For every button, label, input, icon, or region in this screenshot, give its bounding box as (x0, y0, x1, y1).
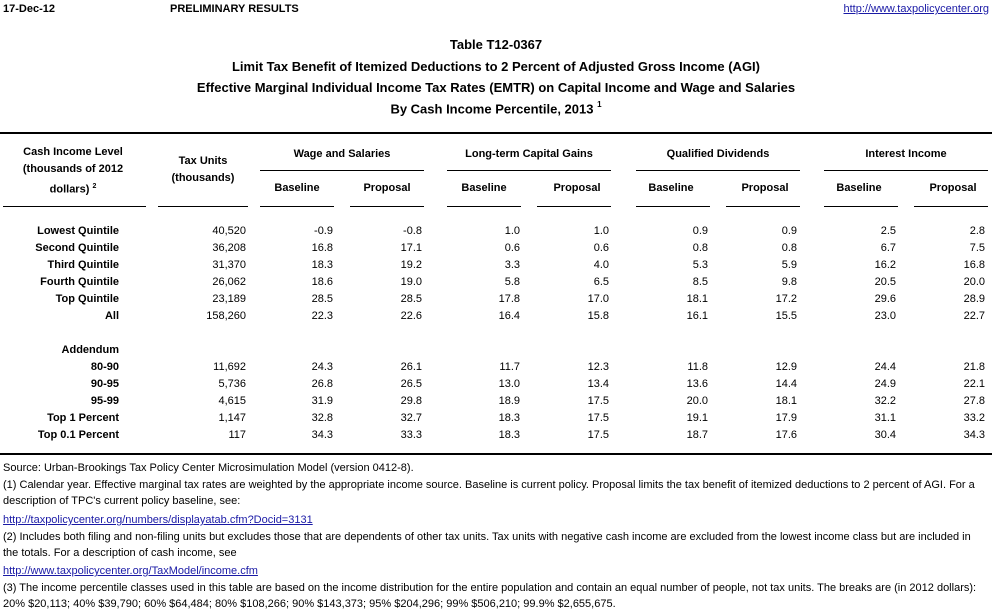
row-label: All (104, 310, 119, 322)
rate-cell: 29.6 (874, 293, 896, 305)
header-rule (537, 206, 611, 207)
rate-cell: 15.8 (587, 310, 609, 322)
rate-cell: 16.1 (686, 310, 708, 322)
rate-cell: 22.3 (311, 310, 333, 322)
rate-cell: 28.5 (400, 293, 422, 305)
rate-cell: 16.2 (874, 259, 896, 271)
rate-cell: 6.7 (880, 242, 896, 254)
tax-units-cell: 40,520 (212, 225, 246, 237)
subheader-baseline: Baseline (648, 182, 694, 194)
header-rule (726, 206, 800, 207)
rate-cell: 17.2 (775, 293, 797, 305)
rate-cell: 24.3 (311, 361, 333, 373)
table-subtitle: Effective Marginal Individual Income Tax Rates (EMTR) on Capital Income and Wage and Salaries (196, 80, 796, 95)
rate-cell: 33.2 (963, 412, 985, 424)
rate-cell: 11.8 (687, 361, 708, 373)
income-level-footnote-ref: 2 (92, 183, 97, 190)
row-label: 90-95 (90, 378, 119, 390)
group-header-wages: Wage and Salaries (293, 148, 391, 160)
rate-cell: 17.9 (775, 412, 797, 424)
rate-cell: 18.3 (498, 412, 520, 424)
header-link[interactable]: http://www.taxpolicycenter.org (843, 3, 989, 15)
rate-cell: -0.9 (314, 225, 333, 237)
source-note: Source: Urban-Brookings Tax Policy Center Microsimulation Model (version 0412-8). (3, 462, 414, 474)
row-label: 95-99 (90, 395, 119, 407)
footnote-1: (1) Calendar year. Effective marginal tax rates are weighted by the appropriate income source. Baseline is current policy. Proposal limits the tax benefit of itemized deductions to 2 percent of AGI. For a description of TPC's current policy baseline, see: (3, 479, 975, 507)
tax-units-header (158, 153, 248, 187)
report-date: 17-Dec-12 (3, 3, 55, 15)
rate-cell: 0.9 (781, 225, 797, 237)
status-label: PRELIMINARY RESULTS (170, 3, 299, 15)
rate-cell: 22.6 (400, 310, 422, 322)
rate-cell: 32.2 (874, 395, 896, 407)
rate-cell: 16.8 (963, 259, 985, 271)
subheader-baseline: Baseline (461, 182, 507, 194)
rate-cell: 13.4 (587, 378, 609, 390)
rate-cell: 31.9 (311, 395, 333, 407)
tax-units-cell: 23,189 (212, 293, 246, 305)
rate-cell: 17.8 (498, 293, 520, 305)
rate-cell: 28.5 (311, 293, 333, 305)
rate-cell: 17.6 (775, 429, 797, 441)
group-rule-dividends (636, 170, 800, 171)
header-rule (636, 206, 710, 207)
rate-cell: 29.8 (400, 395, 422, 407)
rate-cell: 15.5 (775, 310, 797, 322)
income-level-header-l3 (0, 178, 146, 199)
tax-units-header-l1: Tax Units (178, 155, 228, 167)
rate-cell: 2.8 (969, 225, 985, 237)
rate-cell: 33.3 (400, 429, 422, 441)
rate-cell: 0.6 (593, 242, 609, 254)
group-rule-interest (824, 170, 988, 171)
rate-cell: 0.6 (504, 242, 520, 254)
footnote-1-link[interactable]: http://taxpolicycenter.org/numbers/displayatab.cfm?Docid=3131 (3, 514, 313, 526)
tax-units-cell: 11,692 (213, 361, 246, 373)
subheader-baseline: Baseline (836, 182, 882, 194)
rate-cell: 24.4 (874, 361, 896, 373)
tax-units-header-l2: (thousands) (171, 172, 235, 184)
subheader-proposal: Proposal (553, 182, 601, 194)
subheader-baseline: Baseline (274, 182, 320, 194)
group-rule-capital-gains (447, 170, 611, 171)
rate-cell: 20.5 (874, 276, 896, 288)
tax-units-cell: 26,062 (212, 276, 246, 288)
income-level-header (0, 144, 146, 199)
top-rule (0, 132, 992, 134)
rate-cell: 19.0 (400, 276, 422, 288)
rate-cell: 20.0 (963, 276, 985, 288)
header-rule-income (3, 206, 146, 207)
subheader-proposal: Proposal (363, 182, 411, 194)
rate-cell: 31.1 (874, 412, 896, 424)
rate-cell: 0.9 (692, 225, 708, 237)
rate-cell: 8.5 (692, 276, 708, 288)
row-label: Lowest Quintile (37, 225, 119, 237)
tax-units-cell: 1,147 (218, 412, 246, 424)
tax-units-cell: 36,208 (212, 242, 246, 254)
row-label: Third Quintile (47, 259, 119, 271)
rate-cell: 26.8 (311, 378, 333, 390)
rate-cell: 2.5 (880, 225, 896, 237)
tax-units-cell: 5,736 (218, 378, 246, 390)
rate-cell: 28.9 (963, 293, 985, 305)
rate-cell: 16.4 (498, 310, 520, 322)
rate-cell: 26.1 (400, 361, 422, 373)
rate-cell: 7.5 (969, 242, 985, 254)
table-title: Limit Tax Benefit of Itemized Deductions to 2 Percent of Adjusted Gross Income (AGI) (231, 59, 760, 74)
rate-cell: 12.9 (775, 361, 797, 373)
rate-cell: 13.0 (498, 378, 520, 390)
header-rule (350, 206, 424, 207)
header-rule (447, 206, 521, 207)
rate-cell: 27.8 (963, 395, 985, 407)
group-rule-wages (260, 170, 424, 171)
rate-cell: 5.8 (504, 276, 520, 288)
tax-units-cell: 31,370 (212, 259, 246, 271)
group-header-dividends: Qualified Dividends (666, 148, 770, 160)
addendum-label: Addendum (61, 344, 119, 356)
rate-cell: 17.5 (587, 395, 609, 407)
footnote-2-link[interactable]: http://www.taxpolicycenter.org/TaxModel/income.cfm (3, 565, 258, 577)
rate-cell: 0.8 (781, 242, 797, 254)
rate-cell: 0.8 (692, 242, 708, 254)
rate-cell: 17.1 (400, 242, 422, 254)
income-level-header-l1: Cash Income Level (23, 146, 123, 158)
rate-cell: 18.7 (686, 429, 708, 441)
table-id: Table T12-0367 (449, 37, 543, 52)
subheader-proposal: Proposal (741, 182, 789, 194)
footnote-3: (3) The income percentile classes used in this table are based on the income distribution for the entire population and contain an equal number of people, not tax units. The breaks are (in 2012 dollars): 20% $20,113; 40% $39,790; 60% $64,484; 80% $108,266; 90% $143,373; 95% $204,296; 99% $506,210; 99.9% $2,655,675. (3, 582, 977, 610)
bottom-rule (0, 453, 992, 455)
income-level-header-l3-text: dollars) (49, 183, 90, 196)
rate-cell: 13.6 (686, 378, 708, 390)
rate-cell: 21.8 (963, 361, 985, 373)
rate-cell: 34.3 (963, 429, 985, 441)
rate-cell: 18.3 (498, 429, 520, 441)
rate-cell: 18.9 (498, 395, 520, 407)
header-rule (914, 206, 988, 207)
group-header-interest: Interest Income (865, 148, 947, 160)
rate-cell: 14.4 (775, 378, 797, 390)
rate-cell: 17.5 (587, 429, 609, 441)
rate-cell: 17.0 (587, 293, 609, 305)
rate-cell: 32.7 (400, 412, 422, 424)
subheader-proposal: Proposal (929, 182, 977, 194)
rate-cell: 23.0 (874, 310, 896, 322)
header-rule-units (158, 206, 248, 207)
rate-cell: 9.8 (781, 276, 797, 288)
rate-cell: 34.3 (311, 429, 333, 441)
rate-cell: 18.1 (775, 395, 797, 407)
rate-cell: 30.4 (874, 429, 896, 441)
rate-cell: 22.7 (963, 310, 985, 322)
rate-cell: 12.3 (587, 361, 609, 373)
row-label: Top Quintile (55, 293, 119, 305)
rate-cell: 22.1 (963, 378, 985, 390)
table-caption (0, 101, 992, 116)
rate-cell: 32.8 (311, 412, 333, 424)
footnote-2: (2) Includes both filing and non-filing units but excludes those that are dependents of other tax units. Tax units with negative cash income are excluded from the lowest income class but are included in the totals. For a description of cash income, see (3, 531, 971, 559)
row-label: Second Quintile (35, 242, 119, 254)
rate-cell: 5.9 (781, 259, 797, 271)
rate-cell: 20.0 (686, 395, 708, 407)
income-level-header-l2: (thousands of 2012 (22, 163, 124, 175)
rate-cell: 18.6 (311, 276, 333, 288)
rate-cell: 18.3 (311, 259, 333, 271)
rate-cell: 1.0 (504, 225, 520, 237)
rate-cell: 17.5 (587, 412, 609, 424)
tax-units-cell: 117 (228, 429, 246, 441)
row-label: 80-90 (90, 361, 119, 373)
table-caption-text: By Cash Income Percentile, 2013 (390, 101, 594, 117)
caption-footnote-ref: 1 (597, 100, 602, 109)
rate-cell: 5.3 (692, 259, 708, 271)
rate-cell: 6.5 (593, 276, 609, 288)
rate-cell: 1.0 (593, 225, 609, 237)
row-label: Fourth Quintile (40, 276, 119, 288)
row-label: Top 1 Percent (47, 412, 119, 424)
row-label: Top 0.1 Percent (37, 429, 119, 441)
rate-cell: 4.0 (593, 259, 609, 271)
header-rule (824, 206, 898, 207)
rate-cell: 19.1 (686, 412, 708, 424)
rate-cell: 11.7 (499, 361, 520, 373)
rate-cell: 19.2 (400, 259, 422, 271)
header-rule (260, 206, 334, 207)
rate-cell: 26.5 (400, 378, 422, 390)
group-header-capital-gains: Long-term Capital Gains (465, 148, 593, 160)
tax-units-cell: 4,615 (218, 395, 246, 407)
rate-cell: 3.3 (504, 259, 520, 271)
rate-cell: 24.9 (874, 378, 896, 390)
tax-units-cell: 158,260 (206, 310, 246, 322)
rate-cell: -0.8 (403, 225, 422, 237)
rate-cell: 18.1 (686, 293, 708, 305)
rate-cell: 16.8 (311, 242, 333, 254)
